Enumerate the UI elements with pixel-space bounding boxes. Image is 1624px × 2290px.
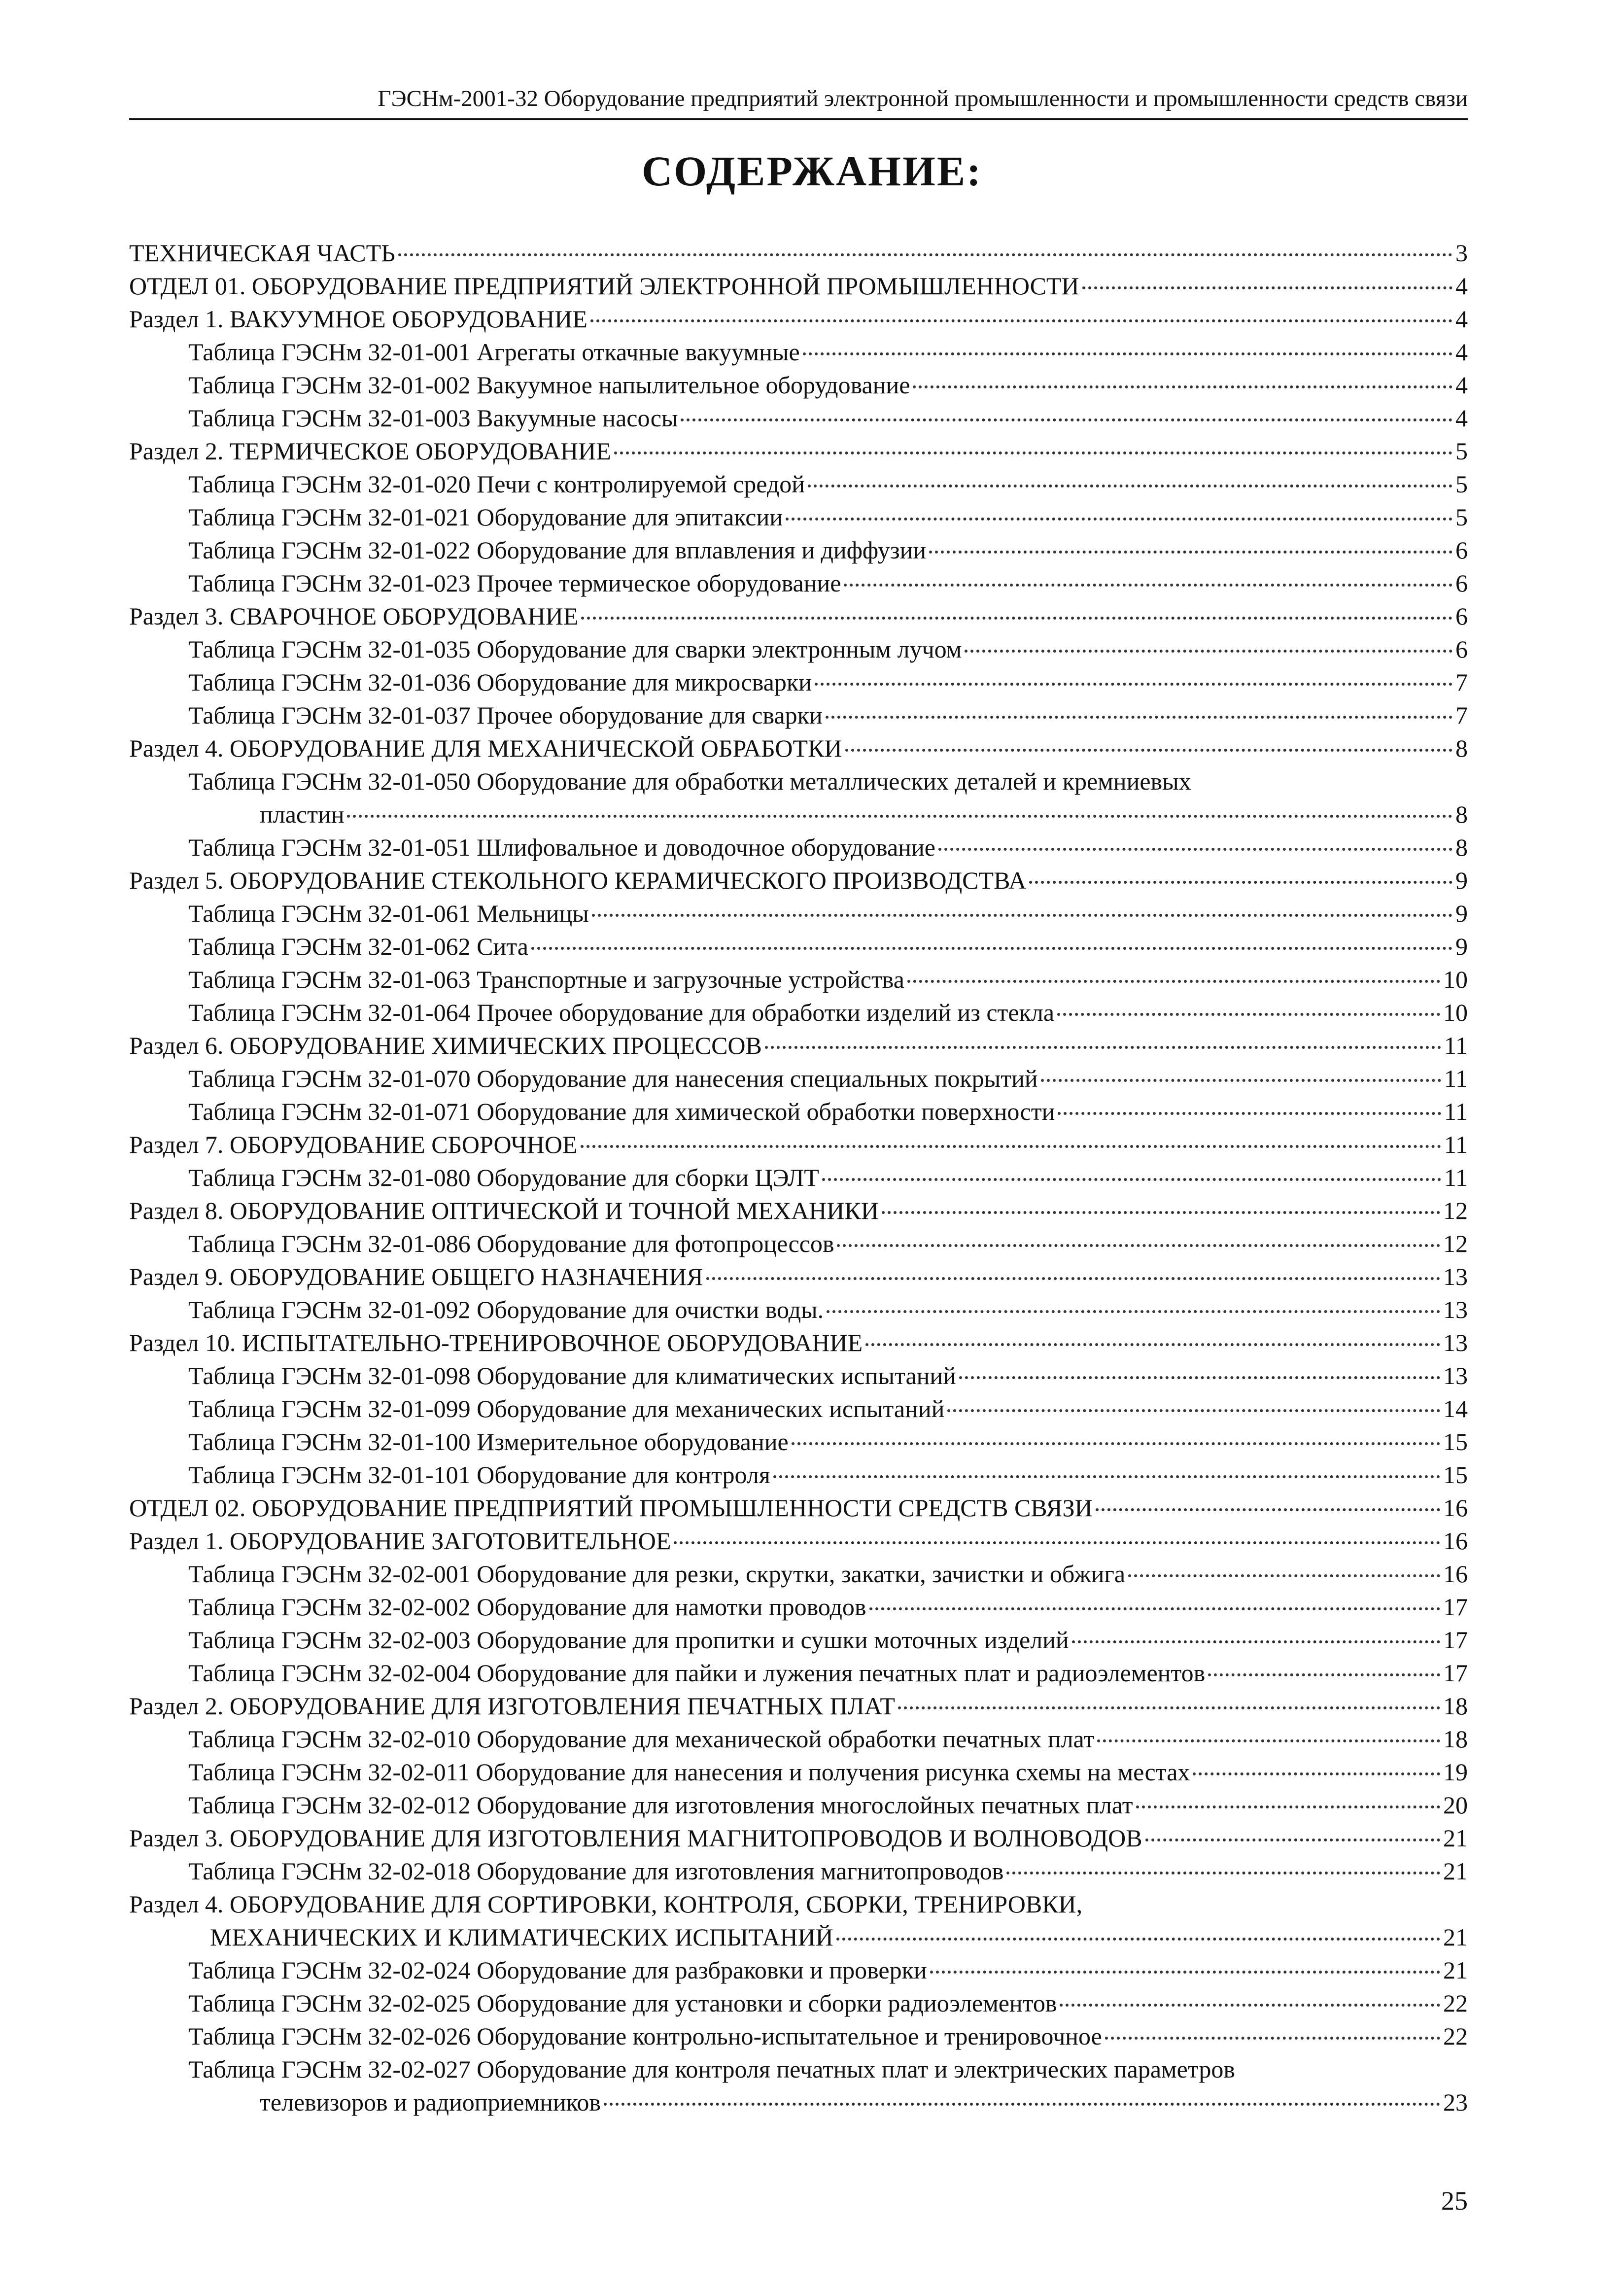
toc-entry-title: Таблица ГЭСНм 32-01-050 Оборудование для обработки металлических деталей и кремниевых	[188, 767, 1191, 795]
toc-entry-title: Таблица ГЭСНм 32-02-011 Оборудование для нанесения и получения рисунка схемы на местах	[188, 1758, 1190, 1786]
toc-entry-page: 13	[1443, 1362, 1468, 1389]
dot-leader	[1082, 286, 1452, 289]
toc-table-entry[interactable]	[129, 1624, 1468, 1657]
toc-entry-page: 8	[1455, 833, 1468, 861]
toc-entry-page: 9	[1455, 867, 1468, 894]
toc-entry-page: 21	[1443, 1956, 1468, 1984]
toc-entry-page: 23	[1443, 2088, 1468, 2116]
dot-leader	[845, 749, 1452, 752]
toc-table-entry[interactable]	[129, 1227, 1468, 1260]
toc-table-entry[interactable]	[129, 1293, 1468, 1326]
dot-leader	[674, 1541, 1440, 1544]
toc-entry-title: Раздел 4. ОБОРУДОВАНИЕ ДЛЯ СОРТИРОВКИ, КОНТРОЛЯ, СБОРКИ, ТРЕНИРОВКИ,	[129, 1890, 1083, 1918]
toc-table-entry[interactable]	[129, 1789, 1468, 1822]
dot-leader	[822, 1178, 1441, 1181]
toc-entry-title: Таблица ГЭСНм 32-01-061 Мельницы	[188, 900, 589, 927]
dot-leader	[930, 1971, 1440, 1974]
toc-section-entry[interactable]	[129, 1128, 1468, 1161]
toc-table-entry[interactable]	[129, 567, 1468, 600]
toc-table-entry[interactable]	[129, 1359, 1468, 1392]
toc-entry-title: Таблица ГЭСНм 32-02-010 Оборудование для механической обработки печатных плат	[188, 1725, 1095, 1753]
toc-entry-page: 17	[1443, 1626, 1468, 1654]
toc-table-entry[interactable]	[129, 1458, 1468, 1492]
toc-entry-title: Таблица ГЭСНм 32-02-012 Оборудование для изготовления многослойных печатных плат	[188, 1791, 1133, 1819]
toc-table-entry[interactable]	[129, 2053, 1468, 2119]
dot-leader	[1058, 1112, 1441, 1115]
toc-table-entry[interactable]	[129, 930, 1468, 963]
toc-entry-page: 5	[1455, 470, 1468, 498]
toc-section-entry[interactable]	[129, 435, 1468, 468]
dot-leader	[1096, 1508, 1440, 1511]
toc-entry-title: Таблица ГЭСНм 32-01-003 Вакуумные насосы	[188, 404, 678, 432]
toc-table-entry[interactable]	[129, 1558, 1468, 1591]
toc-entry-title: Раздел 6. ОБОРУДОВАНИЕ ХИМИЧЕСКИХ ПРОЦЕССОВ	[129, 1032, 762, 1059]
toc-entry-title: Таблица ГЭСНм 32-02-002 Оборудование для намотки проводов	[188, 1593, 866, 1621]
toc-table-entry[interactable]	[129, 501, 1468, 534]
toc-entry-title: Раздел 10. ИСПЫТАТЕЛЬНО-ТРЕНИРОВОЧНОЕ ОБОРУДОВАНИЕ	[129, 1329, 863, 1356]
running-header: ГЭСНм-2001-32 Оборудование предприятий электронной промышленности и промышленности средств связи	[378, 86, 1468, 111]
toc-entry-title: Таблица ГЭСНм 32-01-100 Измерительное оборудование	[188, 1428, 789, 1456]
toc-entry-page: 15	[1443, 1461, 1468, 1489]
dot-leader	[836, 1938, 1440, 1941]
toc-entry-page: 4	[1455, 404, 1468, 432]
toc-entry-page: 21	[1443, 1857, 1468, 1885]
dot-leader	[826, 716, 1452, 719]
toc-entry-title: Таблица ГЭСНм 32-01-035 Оборудование для сварки электронным лучом	[188, 635, 962, 663]
dot-leader	[808, 485, 1452, 487]
toc-entry-page: 6	[1455, 569, 1468, 597]
toc-section-entry[interactable]	[129, 1492, 1468, 1525]
toc-entry-page: 19	[1443, 1758, 1468, 1786]
toc-entry-page: 16	[1443, 1527, 1468, 1555]
toc-entry-page: 15	[1443, 1428, 1468, 1456]
toc-section-entry[interactable]	[129, 1888, 1468, 1954]
toc-table-entry[interactable]	[129, 1062, 1468, 1095]
toc-table-entry[interactable]	[129, 468, 1468, 501]
toc-entry-page: 5	[1455, 437, 1468, 465]
toc-entry-page: 8	[1455, 734, 1468, 762]
toc-section-entry[interactable]	[129, 303, 1468, 336]
dot-leader	[581, 1145, 1441, 1148]
toc-entry-page: 13	[1443, 1296, 1468, 1323]
toc-entry-title: Таблица ГЭСНм 32-02-027 Оборудование для контроля печатных плат и электрических параметров	[188, 2055, 1235, 2083]
toc-entry-title: Таблица ГЭСНм 32-02-001 Оборудование для резки, скрутки, закатки, зачистки и обжига	[188, 1560, 1126, 1588]
dot-leader	[765, 1046, 1441, 1049]
toc-section-entry[interactable]	[129, 270, 1468, 303]
toc-section-entry[interactable]	[129, 1029, 1468, 1062]
toc-entry-page: 18	[1443, 1692, 1468, 1720]
toc-entry-page: 11	[1444, 1065, 1468, 1092]
toc-entry-page: 22	[1443, 2022, 1468, 2050]
toc-entry-title: Таблица ГЭСНм 32-01-062 Сита	[188, 933, 528, 960]
toc-entry-page: 12	[1443, 1197, 1468, 1224]
toc-entry-page: 11	[1444, 1131, 1468, 1158]
dot-leader	[531, 947, 1452, 950]
dot-leader	[1072, 1640, 1440, 1643]
dot-leader	[827, 1310, 1440, 1313]
toc-entry-page: 4	[1455, 371, 1468, 399]
toc-entry-page: 6	[1455, 635, 1468, 663]
toc-entry-title: Раздел 1. ВАКУУМНОЕ ОБОРУДОВАНИЕ	[129, 305, 587, 333]
toc-entry-page: 4	[1455, 338, 1468, 366]
toc-section-entry[interactable]	[129, 732, 1468, 765]
toc-section-entry[interactable]	[129, 1194, 1468, 1227]
toc-entry-page: 12	[1443, 1230, 1468, 1257]
toc-entry-title: Таблица ГЭСНм 32-01-098 Оборудование для климатических испытаний	[188, 1362, 956, 1389]
toc-section-entry[interactable]	[129, 1326, 1468, 1359]
toc-entry-title: Таблица ГЭСНм 32-02-026 Оборудование контрольно-испытательное и тренировочное	[188, 2022, 1102, 2050]
toc-table-entry[interactable]	[129, 1095, 1468, 1128]
dot-leader	[907, 980, 1440, 983]
toc-entry-title: Таблица ГЭСНм 32-01-080 Оборудование для сборки ЦЭЛТ	[188, 1164, 819, 1191]
toc-table-entry[interactable]	[129, 831, 1468, 864]
toc-entry-page: 20	[1443, 1791, 1468, 1819]
toc-entry-title: Таблица ГЭСНм 32-01-092 Оборудование для очистки воды.	[188, 1296, 824, 1323]
dot-leader	[959, 1376, 1440, 1379]
toc-entry-title: Таблица ГЭСНм 32-01-036 Оборудование для микросварки	[188, 668, 812, 696]
dot-leader	[869, 1607, 1440, 1610]
toc-entry-title: ТЕХНИЧЕСКАЯ ЧАСТЬ	[129, 239, 395, 267]
toc-entry-page: 13	[1443, 1329, 1468, 1356]
table-of-contents	[129, 237, 1468, 2119]
toc-table-entry[interactable]	[129, 1756, 1468, 1789]
toc-entry-title: Таблица ГЭСНм 32-01-037 Прочее оборудование для сварки	[188, 701, 823, 729]
dot-leader	[681, 418, 1452, 421]
dot-leader	[1057, 1013, 1440, 1016]
dot-leader	[1029, 881, 1452, 884]
dot-leader	[792, 1442, 1440, 1445]
toc-entry-title: Раздел 4. ОБОРУДОВАНИЕ ДЛЯ МЕХАНИЧЕСКОЙ ОБРАБОТКИ	[129, 734, 842, 762]
toc-entry-page: 4	[1455, 272, 1468, 300]
toc-table-entry[interactable]	[129, 336, 1468, 369]
toc-entry-title: Таблица ГЭСНм 32-02-003 Оборудование для пропитки и сушки моточных изделий	[188, 1626, 1069, 1654]
toc-entry-title: Таблица ГЭСНм 32-02-024 Оборудование для разбраковки и проверки	[188, 1956, 927, 1984]
toc-entry-title: Таблица ГЭСНм 32-01-086 Оборудование для фотопроцессов	[188, 1230, 834, 1257]
toc-entry-title: Таблица ГЭСНм 32-01-064 Прочее оборудование для обработки изделий из стекла	[188, 999, 1055, 1026]
toc-entry-page: 10	[1443, 999, 1468, 1026]
toc-entry-page: 21	[1443, 1824, 1468, 1852]
dot-leader	[965, 650, 1452, 653]
toc-entry-page: 10	[1443, 966, 1468, 993]
toc-table-entry[interactable]	[129, 1954, 1468, 1987]
dot-leader	[590, 319, 1452, 322]
dot-leader	[614, 451, 1452, 454]
toc-entry-page: 14	[1443, 1395, 1468, 1423]
toc-entry-title: Таблица ГЭСНм 32-01-021 Оборудование для эпитаксии	[188, 503, 783, 531]
page-number: 25	[1441, 2186, 1468, 2216]
toc-entry-page: 8	[1455, 800, 1468, 828]
toc-entry-title: Раздел 2. ТЕРМИЧЕСКОЕ ОБОРУДОВАНИЕ	[129, 437, 611, 465]
toc-entry-title: Раздел 7. ОБОРУДОВАНИЕ СБОРОЧНОЕ	[129, 1131, 578, 1158]
dot-leader	[786, 518, 1452, 520]
header-rule	[129, 118, 1468, 120]
dot-leader	[803, 352, 1452, 355]
toc-table-entry[interactable]	[129, 996, 1468, 1029]
toc-table-entry[interactable]	[129, 1392, 1468, 1425]
toc-table-entry[interactable]	[129, 402, 1468, 435]
toc-entry-title: Раздел 2. ОБОРУДОВАНИЕ ДЛЯ ИЗГОТОВЛЕНИЯ ПЕЧАТНЫХ ПЛАТ	[129, 1692, 895, 1720]
dot-leader	[882, 1211, 1440, 1214]
toc-table-entry[interactable]	[129, 963, 1468, 996]
toc-table-entry[interactable]	[129, 369, 1468, 402]
dot-leader	[1193, 1772, 1440, 1775]
toc-entry-title: Раздел 3. СВАРОЧНОЕ ОБОРУДОВАНИЕ	[129, 602, 579, 630]
dot-leader	[1097, 1739, 1440, 1742]
toc-entry-page: 13	[1443, 1263, 1468, 1290]
toc-entry-page: 11	[1444, 1098, 1468, 1125]
toc-entry-title: Таблица ГЭСНм 32-02-018 Оборудование для изготовления магнитопроводов	[188, 1857, 1004, 1885]
toc-table-entry[interactable]	[129, 2020, 1468, 2053]
toc-entry-title: ОТДЕЛ 02. ОБОРУДОВАНИЕ ПРЕДПРИЯТИЙ ПРОМЫШЛЕННОСТИ СРЕДСТВ СВЯЗИ	[129, 1494, 1093, 1522]
toc-entry-title: Таблица ГЭСНм 32-02-004 Оборудование для пайки и лужения печатных плат и радиоэлементов	[188, 1659, 1206, 1687]
toc-entry-page: 6	[1455, 602, 1468, 630]
dot-leader	[581, 617, 1452, 620]
dot-leader	[1006, 1872, 1440, 1874]
toc-entry-page: 11	[1444, 1032, 1468, 1059]
toc-table-entry[interactable]	[129, 1855, 1468, 1888]
dot-leader	[592, 914, 1452, 917]
toc-table-entry[interactable]	[129, 534, 1468, 567]
toc-entry-title: телевизоров и радиоприемников	[260, 2088, 601, 2116]
dot-leader	[837, 1244, 1440, 1247]
toc-table-entry[interactable]	[129, 765, 1468, 831]
dot-leader	[938, 848, 1452, 851]
toc-entry-title: Раздел 5. ОБОРУДОВАНИЕ СТЕКОЛЬНОГО КЕРАМИЧЕСКОГО ПРОИЗВОДСТВА	[129, 867, 1027, 894]
dot-leader	[947, 1409, 1440, 1412]
toc-section-entry[interactable]	[129, 237, 1468, 270]
toc-entry-title: пластин	[260, 800, 345, 828]
dot-leader	[898, 1706, 1440, 1709]
toc-section-entry[interactable]	[129, 1822, 1468, 1855]
toc-entry-page: 7	[1455, 701, 1468, 729]
toc-entry-page: 22	[1443, 1989, 1468, 2017]
toc-entry-page: 18	[1443, 1725, 1468, 1753]
toc-table-entry[interactable]	[129, 1987, 1468, 2020]
toc-section-entry[interactable]	[129, 1525, 1468, 1558]
toc-entry-title: Таблица ГЭСНм 32-01-063 Транспортные и загрузочные устройства	[188, 966, 904, 993]
dot-leader	[1041, 1079, 1441, 1082]
dot-leader	[1136, 1805, 1440, 1808]
toc-table-entry[interactable]	[129, 1161, 1468, 1194]
toc-table-entry[interactable]	[129, 1591, 1468, 1624]
toc-entry-page: 16	[1443, 1494, 1468, 1522]
toc-table-entry[interactable]	[129, 1425, 1468, 1458]
toc-entry-page: 6	[1455, 536, 1468, 564]
toc-entry-title: ОТДЕЛ 01. ОБОРУДОВАНИЕ ПРЕДПРИЯТИЙ ЭЛЕКТРОННОЙ ПРОМЫШЛЕННОСТИ	[129, 272, 1079, 300]
toc-section-entry[interactable]	[129, 864, 1468, 897]
dot-leader	[773, 1475, 1440, 1478]
toc-entry-page: 9	[1455, 933, 1468, 960]
toc-entry-page: 7	[1455, 668, 1468, 696]
toc-entry-title: Таблица ГЭСНм 32-01-020 Печи с контролируемой средой	[188, 470, 805, 498]
toc-entry-title: Раздел 3. ОБОРУДОВАНИЕ ДЛЯ ИЗГОТОВЛЕНИЯ МАГНИТОПРОВОДОВ И ВОЛНОВОДОВ	[129, 1824, 1142, 1852]
page-title: СОДЕРЖАНИЕ:	[642, 147, 982, 195]
toc-table-entry[interactable]	[129, 897, 1468, 930]
dot-leader	[815, 683, 1452, 686]
toc-table-entry[interactable]	[129, 1723, 1468, 1756]
toc-entry-title: Раздел 1. ОБОРУДОВАНИЕ ЗАГОТОВИТЕЛЬНОЕ	[129, 1527, 671, 1555]
dot-leader	[1208, 1673, 1440, 1676]
toc-entry-title: Таблица ГЭСНм 32-02-025 Оборудование для установки и сборки радиоэлементов	[188, 1989, 1057, 2017]
dot-leader	[398, 253, 1452, 256]
dot-leader	[604, 2103, 1440, 2106]
toc-section-entry[interactable]	[129, 1690, 1468, 1723]
toc-entry-title: Таблица ГЭСНм 32-01-023 Прочее термическое оборудование	[188, 569, 841, 597]
toc-entry-page: 4	[1455, 305, 1468, 333]
toc-section-entry[interactable]	[129, 1260, 1468, 1293]
toc-entry-title: Раздел 8. ОБОРУДОВАНИЕ ОПТИЧЕСКОЙ И ТОЧНОЙ МЕХАНИКИ	[129, 1197, 879, 1224]
toc-entry-title: Таблица ГЭСНм 32-01-070 Оборудование для нанесения специальных покрытий	[188, 1065, 1038, 1092]
toc-entry-page: 16	[1443, 1560, 1468, 1588]
dot-leader	[929, 551, 1452, 554]
dot-leader	[913, 385, 1452, 388]
dot-leader	[844, 584, 1452, 587]
toc-entry-title: Таблица ГЭСНм 32-01-071 Оборудование для химической обработки поверхности	[188, 1098, 1055, 1125]
toc-entry-page: 3	[1455, 239, 1468, 267]
toc-entry-title: Таблица ГЭСНм 32-01-099 Оборудование для механических испытаний	[188, 1395, 945, 1423]
toc-table-entry[interactable]	[129, 633, 1468, 666]
dot-leader	[865, 1343, 1440, 1346]
toc-entry-title: Таблица ГЭСНм 32-01-002 Вакуумное напылительное оборудование	[188, 371, 910, 399]
toc-entry-title: Таблица ГЭСНм 32-01-001 Агрегаты откачные вакуумные	[188, 338, 800, 366]
toc-entry-page: 11	[1444, 1164, 1468, 1191]
dot-leader	[1105, 2037, 1440, 2040]
toc-entry-title: Таблица ГЭСНм 32-01-051 Шлифовальное и доводочное оборудование	[188, 833, 935, 861]
dot-leader	[706, 1277, 1440, 1280]
toc-entry-page: 5	[1455, 503, 1468, 531]
dot-leader	[347, 815, 1452, 818]
dot-leader	[1128, 1574, 1440, 1577]
dot-leader	[1145, 1839, 1440, 1841]
toc-entry-page: 21	[1443, 1923, 1468, 1951]
toc-table-entry[interactable]	[129, 699, 1468, 732]
toc-table-entry[interactable]	[129, 666, 1468, 699]
toc-section-entry[interactable]	[129, 600, 1468, 633]
toc-entry-page: 17	[1443, 1659, 1468, 1687]
toc-entry-title: Таблица ГЭСНм 32-01-101 Оборудование для контроля	[188, 1461, 770, 1489]
toc-entry-title: МЕХАНИЧЕСКИХ И КЛИМАТИЧЕСКИХ ИСПЫТАНИЙ	[210, 1923, 833, 1951]
toc-entry-title: Таблица ГЭСНм 32-01-022 Оборудование для вплавления и диффузии	[188, 536, 927, 564]
toc-entry-page: 9	[1455, 900, 1468, 927]
toc-table-entry[interactable]	[129, 1657, 1468, 1690]
toc-entry-page: 17	[1443, 1593, 1468, 1621]
dot-leader	[1060, 2004, 1440, 2007]
toc-entry-title: Раздел 9. ОБОРУДОВАНИЕ ОБЩЕГО НАЗНАЧЕНИЯ	[129, 1263, 703, 1290]
